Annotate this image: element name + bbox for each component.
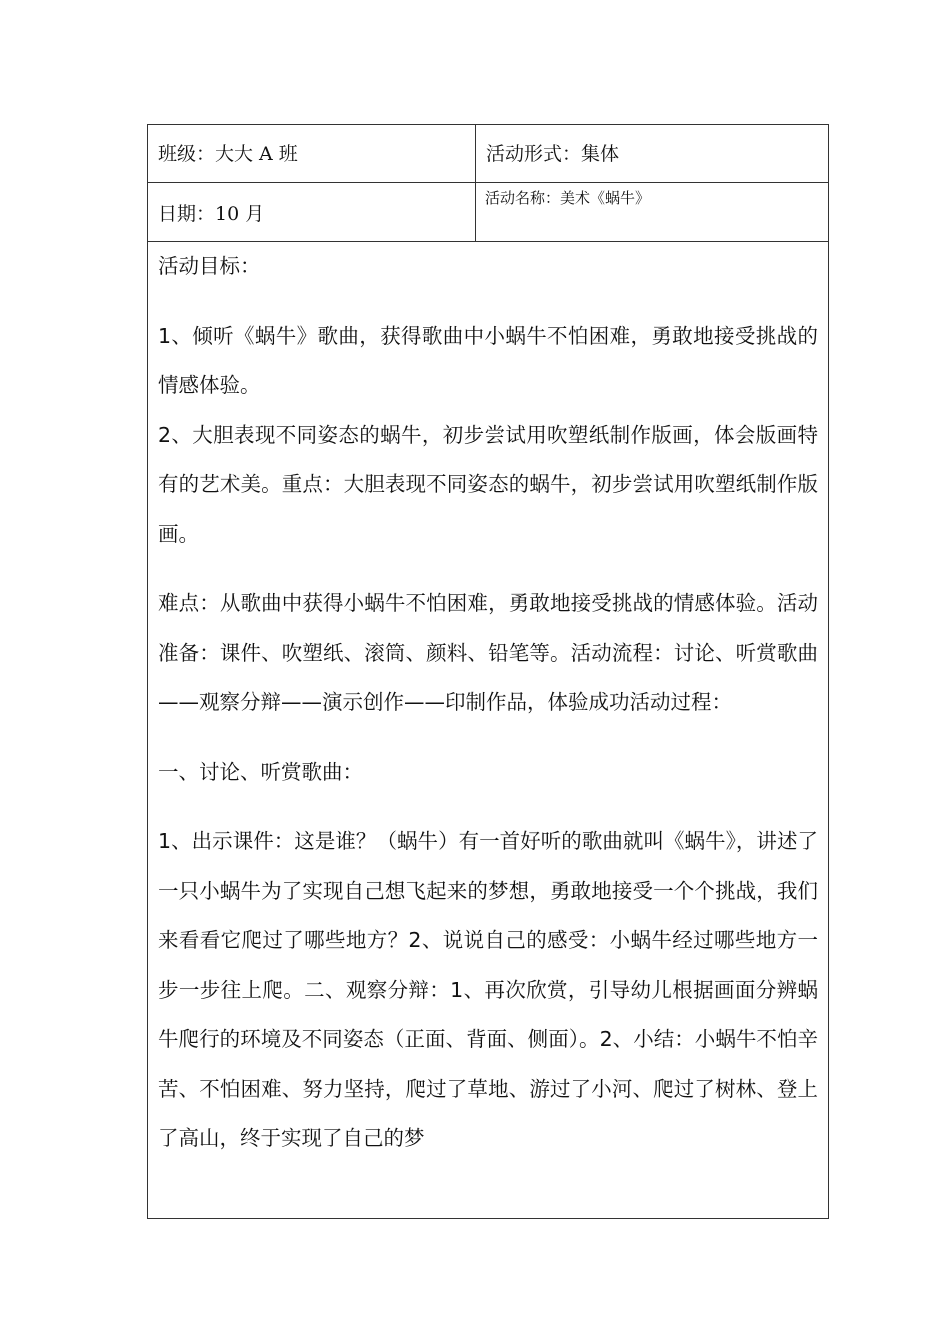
date-label: 日期：10 月 — [158, 203, 265, 225]
activity-format-label: 活动形式：集体 — [486, 143, 620, 165]
activity-name-cell — [476, 183, 828, 241]
format-cell — [476, 125, 828, 182]
header-row-1 — [148, 125, 828, 183]
header-row-2 — [148, 183, 828, 242]
lesson-plan-table — [147, 124, 829, 1219]
section-heading-1: 一、讨论、听赏歌曲： — [158, 759, 363, 784]
class-cell — [148, 125, 476, 182]
difficulty-paragraph: 难点：从歌曲中获得小蜗牛不怕困难，勇敢地接受挑战的情感体验。活动准备：课件、吹塑纸、滚筒、颜料、铅笔等。活动流程：讨论、听赏歌曲——观察分辩——演示创作——印制作品，体验成功活动过程： — [158, 591, 818, 714]
date-cell — [148, 183, 476, 241]
goal-heading: 活动目标： — [158, 254, 261, 278]
goal-item-1: 1、倾听《蜗牛》歌曲，获得歌曲中小蜗牛不怕困难，勇敢地接受挑战的情感体验。 — [158, 323, 818, 397]
class-label: 班级：大大 A 班 — [158, 143, 298, 165]
goal-item-2: 2、大胆表现不同姿态的蜗牛，初步尝试用吹塑纸制作版画，体会版画特有的艺术美。重点：大胆表现不同姿态的蜗牛，初步尝试用吹塑纸制作版画。 — [158, 422, 818, 546]
section-1-paragraph: 1、出示课件：这是谁？（蜗牛）有一首好听的歌曲就叫《蜗牛》，讲述了一只小蜗牛为了实现自己想飞起来的梦想，勇敢地接受一个个挑战，我们来看看它爬过了哪些地方？2、说说自己的感受：小蜗牛经过哪些地方一步一步往上爬。二、观察分辩：1、再次欣赏，引导幼儿根据画面分辨蜗牛爬行的环境及不同姿态（正面、背面、侧面）。2、小结：小蜗牛不怕辛苦、不怕困难、努力坚持，爬过了草地、游过了小河、爬过了树林、登上了高山，终于实现了自己的梦 — [158, 829, 818, 1150]
activity-name-label: 活动名称：美术《蜗牛》 — [485, 189, 651, 207]
lesson-content — [158, 242, 818, 1218]
